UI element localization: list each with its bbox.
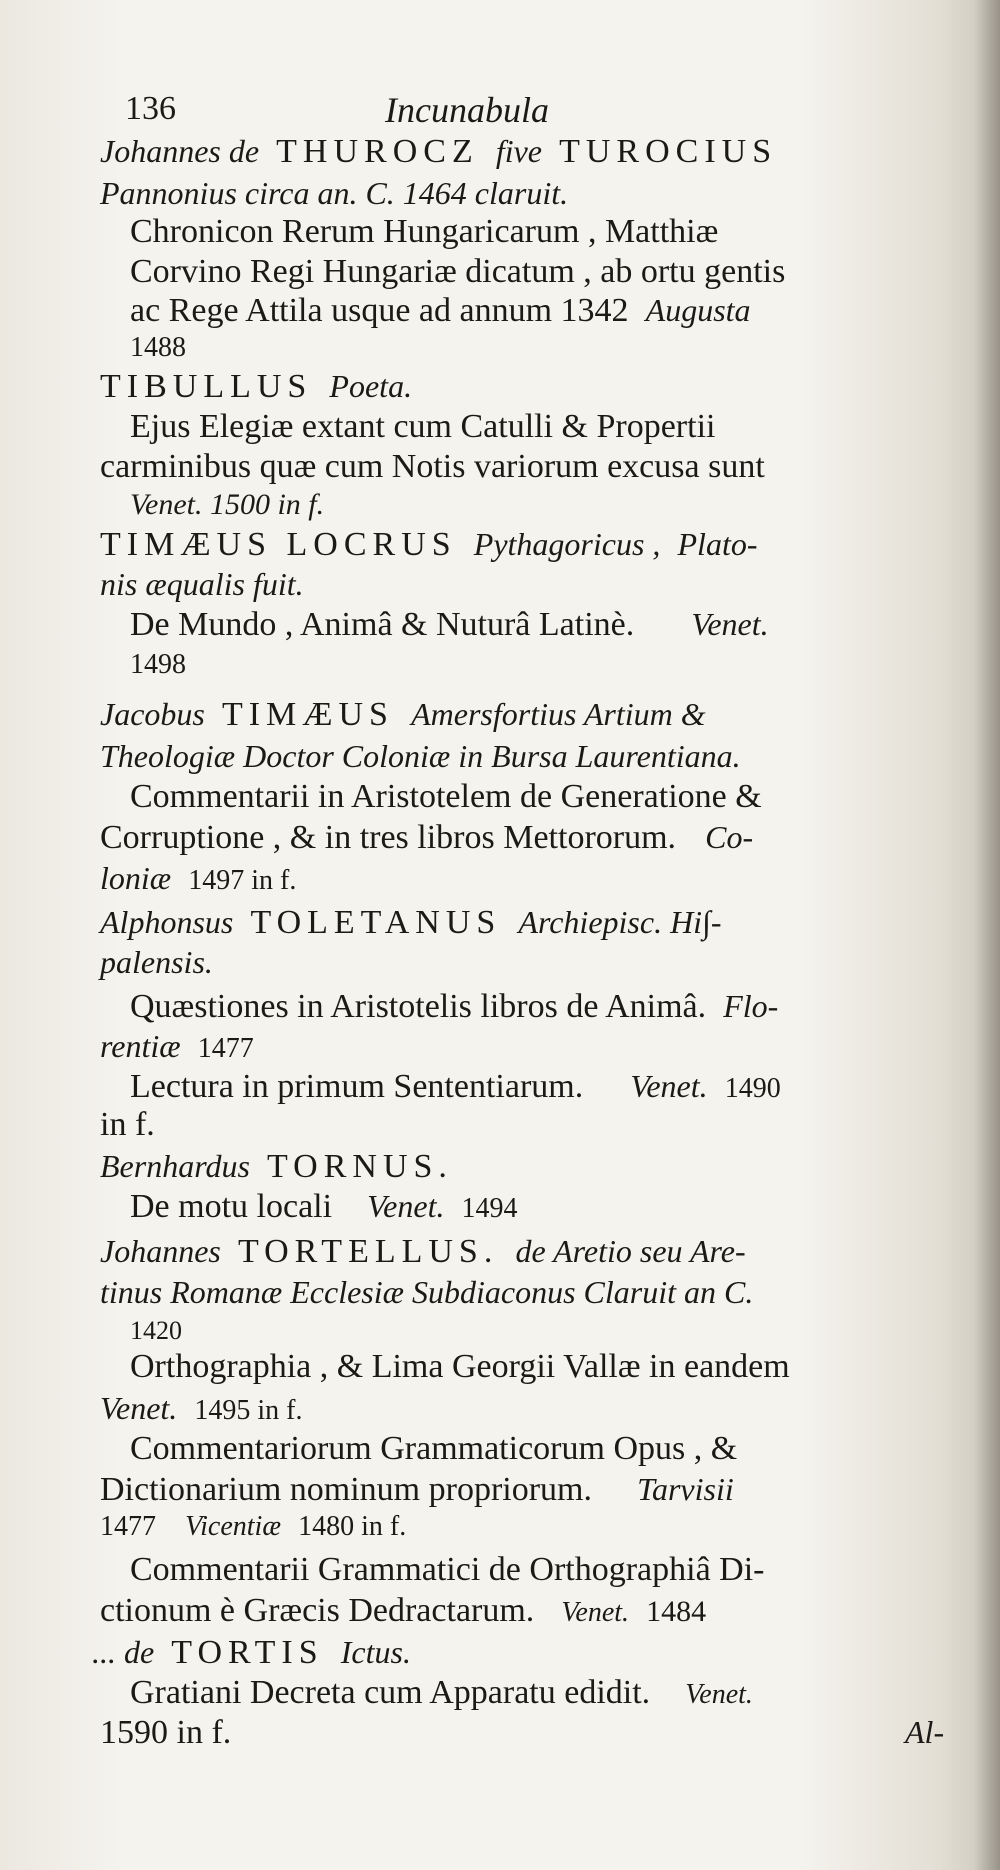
author-prefix: Jacobus bbox=[100, 696, 205, 732]
entry-heading bbox=[100, 1150, 453, 1184]
author-surname: TIMÆUS LOCRUS bbox=[100, 526, 457, 563]
work-place-hyphen: Flo- bbox=[723, 988, 779, 1024]
author-prefix: Bernhardus bbox=[100, 1148, 250, 1184]
author-surname: TIBULLUS bbox=[100, 368, 313, 405]
work-place: Tarvisii bbox=[637, 1471, 734, 1507]
work-imprint: 1497 in f. bbox=[188, 865, 297, 896]
work-line: Commentarii in Aristotelem de Generatione & bbox=[130, 778, 762, 815]
work-place: rentiæ bbox=[100, 1028, 181, 1064]
work-line bbox=[130, 1070, 781, 1104]
work-line bbox=[100, 1392, 303, 1425]
author-epithet: Pythagoricus , bbox=[473, 526, 661, 562]
work-line: Ejus Elegiæ extant cum Catulli & Propertii bbox=[130, 408, 716, 445]
work-line bbox=[130, 990, 778, 1024]
work-text: De motu locali bbox=[130, 1188, 333, 1225]
work-year: 1498 bbox=[130, 649, 186, 680]
work-year: 1477 bbox=[197, 1033, 254, 1064]
work-line bbox=[100, 1473, 734, 1507]
entry-heading bbox=[92, 1636, 411, 1670]
author-surname: THUROCZ bbox=[276, 133, 479, 170]
page-edge-shadow bbox=[974, 0, 1000, 1870]
author-surname: TOLETANUS bbox=[250, 904, 502, 941]
work-line bbox=[130, 294, 751, 328]
author-epithet: de Aretio seu Are- bbox=[515, 1233, 746, 1269]
work-year: 1494 bbox=[461, 1193, 518, 1224]
author-epithet-cont: nis æqualis fuit. bbox=[100, 566, 304, 602]
work-imprint: 1495 in f. bbox=[194, 1395, 303, 1426]
entry-heading bbox=[100, 528, 757, 562]
work-line bbox=[100, 1594, 706, 1628]
author-epithet: Ictus. bbox=[340, 1634, 411, 1670]
work-imprint: in f. bbox=[100, 1106, 155, 1143]
running-title: Incunabula bbox=[385, 90, 549, 130]
work-text: Quæstiones in Aristotelis libros de Animâ. bbox=[130, 988, 707, 1025]
author-epithet: Poeta. bbox=[329, 368, 413, 404]
work-text: Dictionarium nominum propriorum. bbox=[100, 1471, 592, 1508]
work-imprint: 1480 in f. bbox=[298, 1511, 407, 1542]
work-line: Chronicon Rerum Hungaricarum , Matthiæ bbox=[130, 213, 719, 250]
work-text: De Mundo , Animâ & Nuturâ Latinè. bbox=[130, 606, 635, 643]
entry-heading bbox=[100, 135, 777, 169]
work-line bbox=[100, 1513, 406, 1541]
work-text: Gratiani Decreta cum Apparatu edidit. bbox=[130, 1674, 651, 1711]
author-surname: TORTIS bbox=[171, 1634, 324, 1671]
page-number: 136 bbox=[125, 90, 176, 127]
work-year: 1490 bbox=[724, 1073, 781, 1104]
work-place: Venet. bbox=[691, 606, 769, 642]
author-surname-variant: TUROCIUS bbox=[559, 133, 778, 170]
author-prefix: ... de bbox=[92, 1634, 155, 1670]
work-line bbox=[130, 608, 769, 642]
work-text: Corruptione , & in tres libros Mettororum. bbox=[100, 819, 677, 856]
author-prefix: Alphonsus bbox=[100, 904, 234, 940]
author-epithet-hyphen: Plato- bbox=[677, 526, 758, 562]
entry-heading bbox=[100, 1235, 746, 1269]
catchword: Al- bbox=[905, 1714, 945, 1750]
author-surname: TIMÆUS bbox=[221, 696, 394, 733]
work-line bbox=[100, 862, 296, 895]
author-epithet-cont: palensis. bbox=[100, 944, 213, 980]
work-line bbox=[130, 1676, 753, 1710]
work-place: Venet. bbox=[367, 1188, 445, 1224]
work-place: Venet. bbox=[561, 1597, 630, 1628]
work-imprint: 1590 in f. bbox=[100, 1714, 232, 1751]
work-line: Commentariorum Grammaticorum Opus , & bbox=[130, 1430, 738, 1467]
author-surname: TORTELLUS. bbox=[237, 1233, 499, 1270]
work-line bbox=[130, 1190, 518, 1224]
work-line bbox=[100, 1030, 254, 1063]
entry-heading bbox=[100, 906, 721, 940]
work-place: loniæ bbox=[100, 860, 172, 896]
entry-heading bbox=[100, 370, 412, 404]
entry-heading bbox=[100, 698, 706, 732]
work-place: Venet. bbox=[685, 1679, 753, 1710]
work-text: ctionum è Græcis Dedractarum. bbox=[100, 1592, 535, 1629]
author-prefix: Johannes bbox=[100, 1233, 221, 1269]
work-imprint: Venet. 1500 in f. bbox=[130, 488, 325, 521]
work-year: 1488 bbox=[130, 332, 186, 363]
work-place-hyphen: Co- bbox=[705, 819, 754, 855]
author-epithet: Archiepisc. Hi∫- bbox=[518, 904, 722, 940]
work-year: 1484 bbox=[646, 1595, 707, 1628]
author-surname: TORNUS. bbox=[267, 1148, 453, 1185]
work-line bbox=[100, 821, 753, 855]
author-year: 1420 bbox=[130, 1316, 182, 1345]
work-place: Venet. bbox=[100, 1390, 178, 1426]
work-place: Venet. bbox=[630, 1068, 708, 1104]
work-line: Commentarii Grammatici de Orthographiâ Di- bbox=[130, 1551, 765, 1588]
work-text: Lectura in primum Sententiarum. bbox=[130, 1068, 584, 1105]
work-text: ac Rege Attila usque ad annum 1342 bbox=[130, 292, 629, 329]
author-epithet-cont: tinus Romanæ Ecclesiæ Subdiaconus Claruit an C. bbox=[100, 1274, 754, 1310]
author-epithet: Amersfortius Artium & bbox=[411, 696, 706, 732]
work-line: Corvino Regi Hungariæ dicatum , ab ortu gentis bbox=[130, 253, 786, 290]
author-prefix: Johannes de bbox=[100, 133, 260, 169]
author-epithet-cont: Theologiæ Doctor Coloniæ in Bursa Laurentiana. bbox=[100, 738, 741, 774]
work-line: Orthographia , & Lima Georgii Vallæ in eandem bbox=[130, 1348, 790, 1385]
work-line: carminibus quæ cum Notis variorum excusa sunt bbox=[100, 448, 765, 485]
author-connector: five bbox=[495, 133, 542, 169]
work-place: Vicentiæ bbox=[185, 1511, 281, 1542]
work-place: Augusta bbox=[645, 292, 751, 328]
author-note: Pannonius circa an. C. 1464 claruit. bbox=[100, 175, 569, 211]
work-year: 1477 bbox=[100, 1511, 156, 1542]
